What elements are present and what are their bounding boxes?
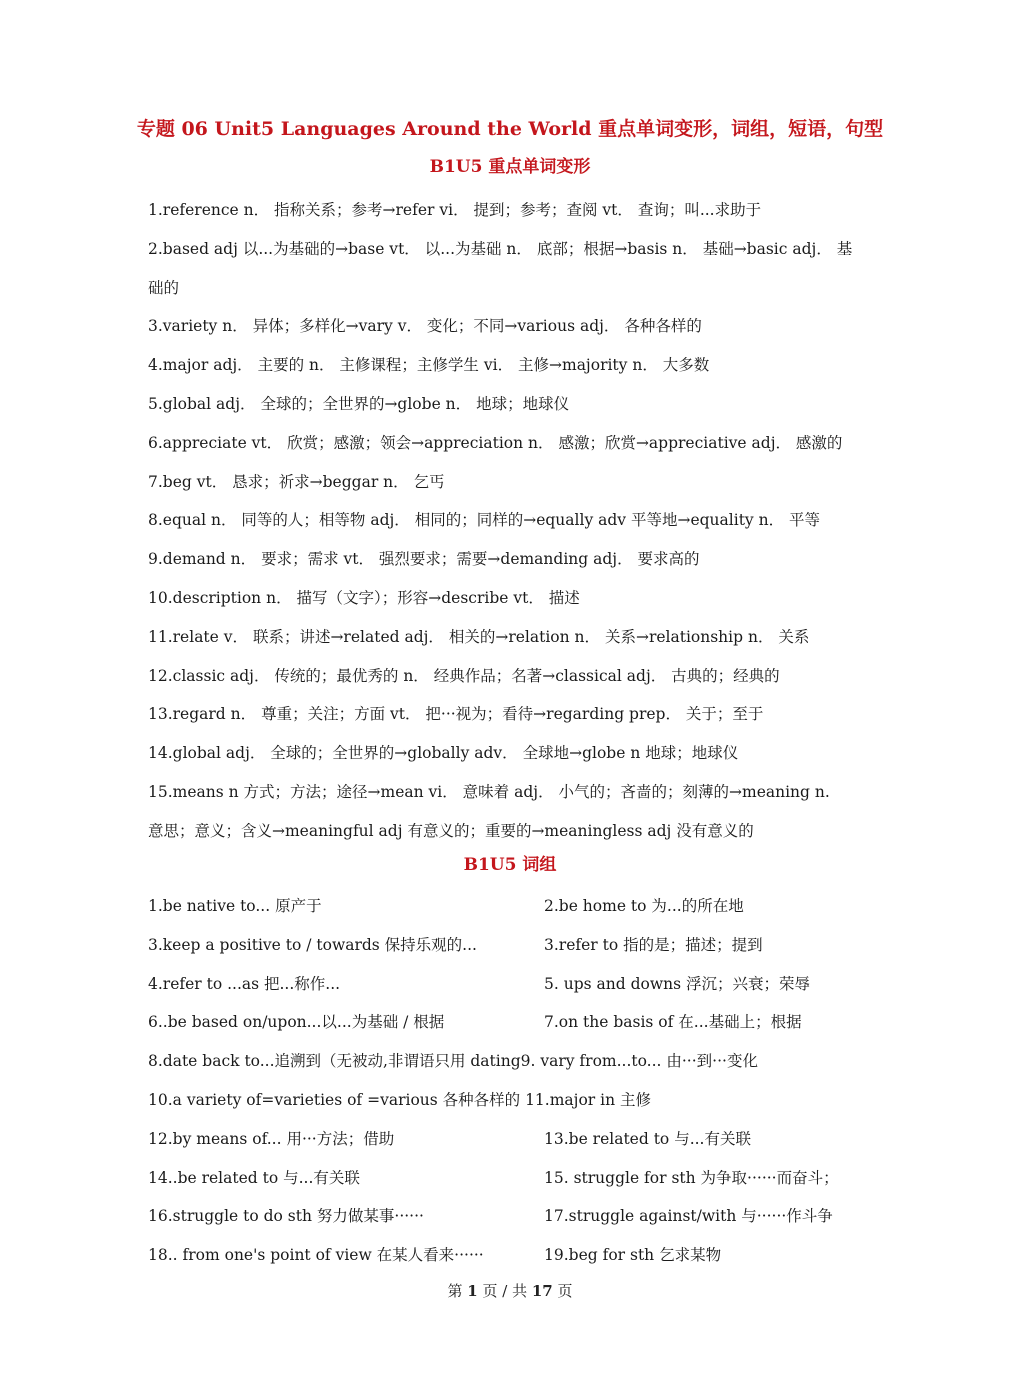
- vocab-line: 11.relate v． 联系；讲述→related adj． 相关的→relation n． 关系→relationship n． 关系: [148, 627, 810, 646]
- footer-prefix: 第: [447, 1282, 463, 1300]
- phrase-item: 15. struggle for sth 为争取······而奋斗；: [544, 1168, 839, 1187]
- vocab-line: 15.means n 方式；方法；途径→mean vi． 意味着 adj． 小气的；吝啬的；刻薄的→meaning n.: [148, 782, 830, 801]
- phrase-row: [148, 1236, 876, 1275]
- footer-suffix: 页: [557, 1282, 573, 1300]
- vocab-line: 础的: [148, 278, 180, 297]
- phrase-item: 3.keep a positive to / towards 保持乐观的...: [148, 935, 477, 954]
- vocab-line: 14.global adj． 全球的；全世界的→globally adv． 全球地→globe n 地球；地球仪: [148, 744, 739, 763]
- vocab-line: 13.regard n． 尊重；关注；方面 vt． 把···视为；看待→regarding prep． 关于；至于: [148, 705, 764, 724]
- vocab-line: 12.classic adj． 传统的；最优秀的 n． 经典作品；名著→classical adj． 古典的；经典的: [148, 666, 780, 685]
- vocab-line: 10.description n． 描写（文字）；形容→describe vt． 描述: [148, 588, 580, 607]
- vocab-line: 9.demand n． 要求；需求 vt． 强烈要求；需要→demanding adj． 要求高的: [148, 550, 700, 569]
- phrase-row: [148, 965, 876, 1004]
- phrase-item: 1.be native to... 原产于: [148, 897, 322, 915]
- phrase-item: 3.refer to 指的是；描述；提到: [544, 935, 763, 954]
- section-heading-word-forms: B1U5 重点单词变形: [429, 157, 591, 177]
- phrase-row: [148, 1042, 876, 1081]
- phrase-row: [148, 1159, 876, 1198]
- vocab-line: 5.global adj． 全球的；全世界的→globe n． 地球；地球仪: [148, 394, 570, 413]
- document-title: 专题 06 Unit5 Languages Around the World 重点单词变形，词组，短语，句型: [136, 118, 884, 140]
- phrase-row: [148, 926, 876, 965]
- phrase-item: 6..be based on/upon...以...为基础 / 根据: [148, 1013, 445, 1032]
- vocab-line: 6.appreciate vt． 欣赏；感激；领会→appreciation n． 感激；欣赏→appreciative adj． 感激的: [148, 433, 843, 452]
- vocab-line: 意思；意义；含义→meaningful adj 有意义的；重要的→meaningless adj 没有意义的: [148, 821, 754, 840]
- phrase-item: 2.be home to 为...的所在地: [544, 897, 744, 915]
- phrase-item: 8.date back to...追溯到（无被动,非谓语只用 dating9. vary from...to... 由···到···变化: [148, 1052, 758, 1071]
- phrase-item: 16.struggle to do sth 努力做某事······: [148, 1207, 424, 1226]
- vocab-line: 1.reference n． 指称关系；参考→refer vi． 提到；参考；查阅 vt． 查询；叫...求助于: [148, 201, 762, 219]
- vocab-list: [148, 191, 876, 851]
- vocab-line: 3.variety n． 异体；多样化→vary v． 变化；不同→various adj． 各种各样的: [148, 317, 702, 336]
- page-footer: [0, 1278, 1020, 1304]
- phrase-item: 13.be related to 与...有关联: [544, 1129, 751, 1148]
- footer-middle: 页 / 共: [482, 1282, 528, 1300]
- vocab-line: 8.equal n． 同等的人；相等物 adj． 相同的；同样的→equally adv 平等地→equality n． 平等: [148, 511, 821, 530]
- phrase-item: 19.beg for sth 乞求某物: [544, 1246, 722, 1265]
- phrase-item: 12.by means of... 用···方法；借助: [148, 1129, 395, 1148]
- phrase-row: [148, 1120, 876, 1159]
- vocab-line: 2.based adj 以...为基础的→base vt． 以...为基础 n． 底部；根据→basis n． 基础→basic adj． 基: [148, 239, 853, 258]
- phrase-item: 17.struggle against/with 与······作斗争: [544, 1207, 833, 1226]
- phrase-item: 5. ups and downs 浮沉；兴衰；荣辱: [544, 974, 810, 993]
- phrase-item: 14..be related to 与...有关联: [148, 1168, 360, 1187]
- vocab-line: 7.beg vt． 恳求；祈求→beggar n． 乞丐: [148, 472, 445, 491]
- section-heading-phrases: B1U5 词组: [463, 855, 557, 875]
- phrase-row: [148, 1081, 876, 1120]
- current-page-number: 1: [467, 1282, 478, 1300]
- phrase-row: [148, 1197, 876, 1236]
- phrase-list: [148, 887, 876, 1275]
- phrase-row: [148, 887, 876, 926]
- total-page-count: 17: [531, 1282, 553, 1300]
- phrase-item: 4.refer to ...as 把...称作...: [148, 974, 341, 993]
- phrase-row: [148, 1003, 876, 1042]
- phrase-item: 18.. from one's point of view 在某人看来······: [148, 1246, 484, 1265]
- vocab-line: 4.major adj． 主要的 n． 主修课程；主修学生 vi． 主修→majority n． 大多数: [148, 356, 710, 375]
- phrase-item: 7.on the basis of 在...基础上；根据: [544, 1013, 802, 1032]
- phrase-item: 10.a variety of=varieties of =various 各种各样的 11.major in 主修: [148, 1090, 652, 1109]
